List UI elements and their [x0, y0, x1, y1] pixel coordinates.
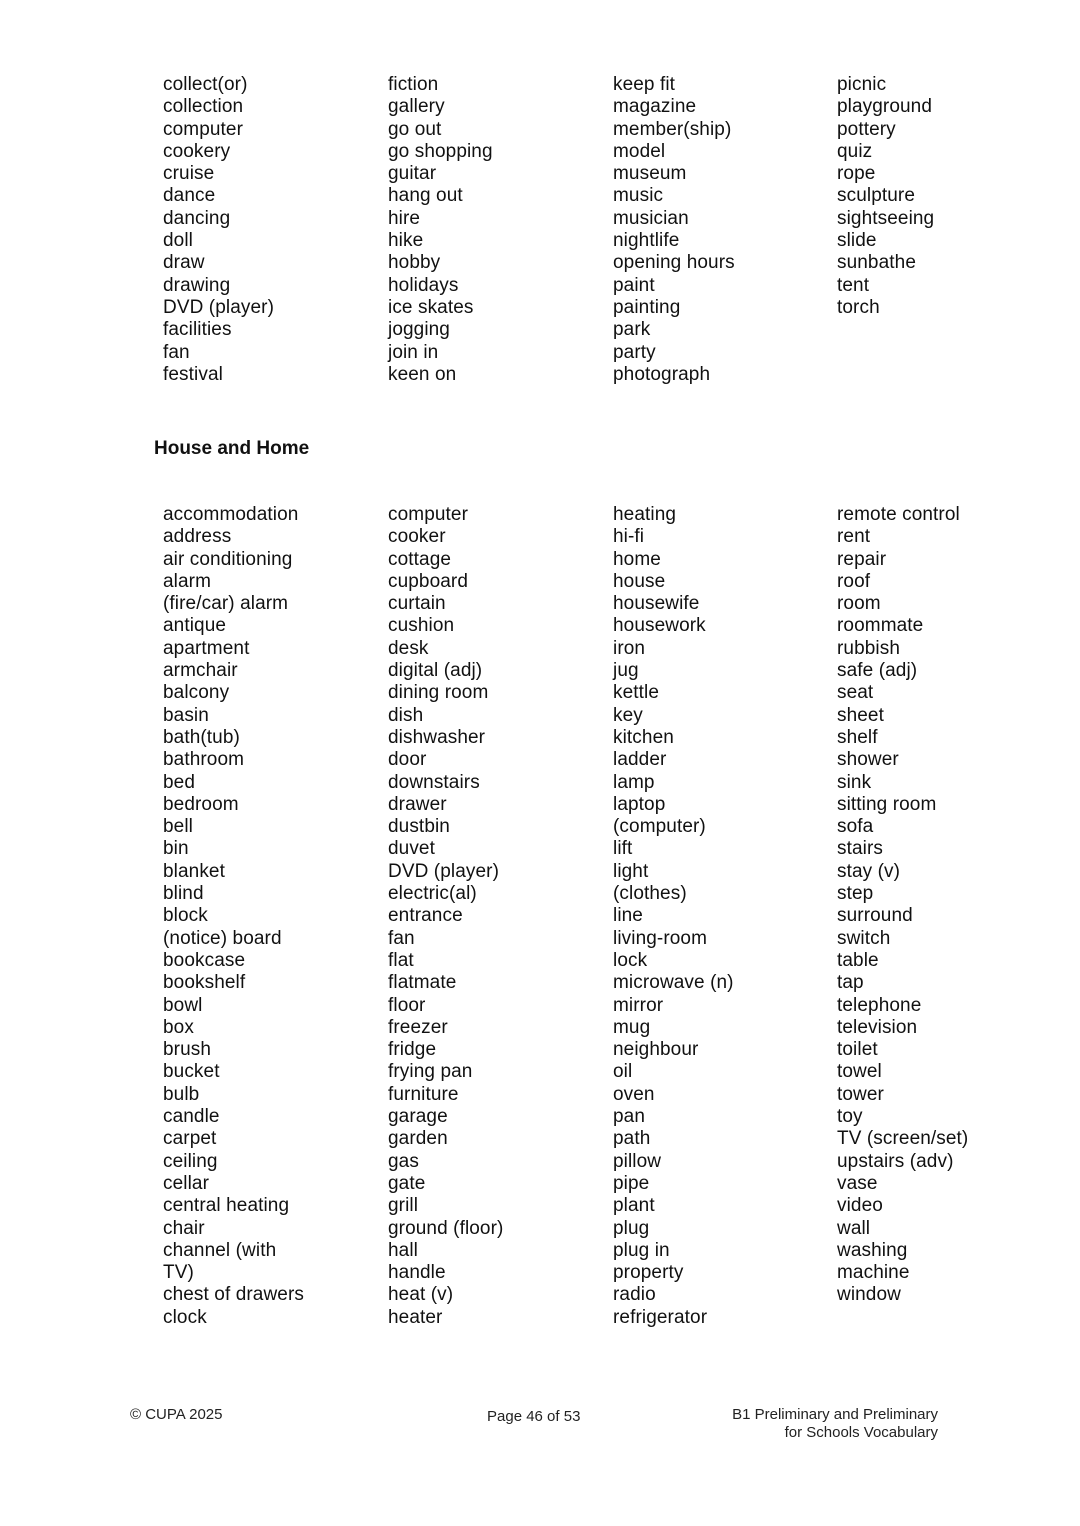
vocabulary-word: heater	[388, 1306, 443, 1328]
vocabulary-word: housewife	[613, 593, 700, 615]
vocabulary-word: cupboard	[388, 570, 469, 592]
word-column	[388, 74, 493, 386]
vocabulary-word: roof	[837, 570, 871, 592]
vocabulary-word: window	[837, 1284, 901, 1306]
vocabulary-word: ceiling	[163, 1150, 218, 1172]
vocabulary-word: radio	[613, 1284, 656, 1306]
vocabulary-word: machine	[837, 1262, 910, 1284]
vocabulary-word: laptop	[613, 793, 666, 815]
vocabulary-word: step	[837, 883, 874, 905]
vocabulary-word: plug in	[613, 1239, 670, 1261]
word-column	[613, 504, 734, 1329]
vocabulary-word: sofa	[837, 816, 874, 838]
vocabulary-word: hi-fi	[613, 526, 645, 548]
vocabulary-word: rent	[837, 526, 871, 548]
vocabulary-word: dining room	[388, 682, 489, 704]
vocabulary-word: central heating	[163, 1195, 290, 1217]
vocabulary-word: blanket	[163, 860, 225, 882]
vocabulary-word: towel	[837, 1061, 882, 1083]
vocabulary-word: hall	[388, 1239, 418, 1261]
vocabulary-word: cookery	[163, 140, 231, 162]
vocabulary-word: computer	[163, 118, 244, 140]
vocabulary-word: path	[613, 1128, 651, 1150]
word-column	[837, 74, 934, 319]
vocabulary-word: oil	[613, 1061, 633, 1083]
vocabulary-word: pan	[613, 1106, 646, 1128]
vocabulary-word: safe (adj)	[837, 660, 918, 682]
vocabulary-word: go out	[388, 118, 442, 140]
vocabulary-word: dish	[388, 704, 424, 726]
vocabulary-word: (computer)	[613, 816, 706, 838]
vocabulary-word: bedroom	[163, 793, 239, 815]
vocabulary-word: wall	[837, 1217, 871, 1239]
vocabulary-word: downstairs	[388, 771, 480, 793]
vocabulary-word: rubbish	[837, 637, 901, 659]
vocabulary-word: magazine	[613, 96, 697, 118]
vocabulary-word: toy	[837, 1106, 863, 1128]
vocabulary-word: torch	[837, 296, 880, 318]
vocabulary-word: box	[163, 1016, 194, 1038]
vocabulary-word: blind	[163, 883, 204, 905]
vocabulary-word: ladder	[613, 749, 667, 771]
vocabulary-word: oven	[613, 1083, 655, 1105]
vocabulary-word: kettle	[613, 682, 660, 704]
vocabulary-word: museum	[613, 163, 687, 185]
vocabulary-word: gate	[388, 1172, 426, 1194]
vocabulary-word: seat	[837, 682, 874, 704]
vocabulary-word: bin	[163, 838, 189, 860]
vocabulary-word: keen on	[388, 363, 457, 385]
vocabulary-word: duvet	[388, 838, 435, 860]
vocabulary-word: telephone	[837, 994, 922, 1016]
vocabulary-word: tap	[837, 972, 864, 994]
vocabulary-word: doll	[163, 230, 193, 252]
vocabulary-word: shelf	[837, 726, 878, 748]
vocabulary-word: dishwasher	[388, 726, 486, 748]
vocabulary-word: join in	[388, 341, 439, 363]
vocabulary-word: bath(tub)	[163, 726, 240, 748]
vocabulary-word: freezer	[388, 1016, 448, 1038]
vocabulary-word: garage	[388, 1106, 448, 1128]
vocabulary-word: fan	[388, 927, 415, 949]
vocabulary-word: cottage	[388, 548, 452, 570]
vocabulary-word: electric(al)	[388, 883, 477, 905]
vocabulary-word: opening hours	[613, 252, 735, 274]
footer-page-number: Page 46 of 53	[487, 1408, 581, 1425]
vocabulary-word: house	[613, 570, 666, 592]
vocabulary-word: alarm	[163, 570, 212, 592]
vocabulary-word: armchair	[163, 660, 238, 682]
vocabulary-word: model	[613, 140, 666, 162]
vocabulary-word: hire	[388, 207, 421, 229]
vocabulary-word: holidays	[388, 274, 459, 296]
vocabulary-word: kitchen	[613, 726, 674, 748]
vocabulary-word: stay (v)	[837, 860, 901, 882]
vocabulary-word: dancing	[163, 207, 231, 229]
vocabulary-word: lift	[613, 838, 633, 860]
vocabulary-word: lock	[613, 949, 648, 971]
vocabulary-word: fiction	[388, 74, 439, 95]
vocabulary-word: upstairs (adv)	[837, 1150, 954, 1172]
vocabulary-word: tower	[837, 1083, 884, 1105]
vocabulary-word: entrance	[388, 905, 463, 927]
vocabulary-word: switch	[837, 927, 891, 949]
vocabulary-word: fridge	[388, 1039, 437, 1061]
vocabulary-word: living-room	[613, 927, 708, 949]
vocabulary-word: mug	[613, 1016, 651, 1038]
vocabulary-word: bookshelf	[163, 972, 246, 994]
vocabulary-word: neighbour	[613, 1039, 699, 1061]
vocabulary-word: toilet	[837, 1039, 878, 1061]
vocabulary-word: tent	[837, 274, 870, 296]
vocabulary-word: sunbathe	[837, 252, 916, 274]
vocabulary-word: sitting room	[837, 793, 937, 815]
vocabulary-word: photograph	[613, 363, 711, 385]
word-column	[163, 74, 274, 386]
vocabulary-word: cellar	[163, 1172, 210, 1194]
vocabulary-word: vase	[837, 1172, 878, 1194]
vocabulary-word: (clothes)	[613, 883, 687, 905]
vocabulary-word: bowl	[163, 994, 203, 1016]
vocabulary-word: cushion	[388, 615, 455, 637]
vocabulary-word: pipe	[613, 1172, 650, 1194]
vocabulary-word: frying pan	[388, 1061, 473, 1083]
vocabulary-word: picnic	[837, 74, 887, 95]
vocabulary-word: DVD (player)	[163, 296, 274, 318]
vocabulary-word: park	[613, 319, 651, 341]
vocabulary-word: draw	[163, 252, 205, 274]
vocabulary-word: cruise	[163, 163, 215, 185]
vocabulary-word: flat	[388, 949, 414, 971]
vocabulary-word: (notice) board	[163, 927, 282, 949]
vocabulary-word: accommodation	[163, 504, 299, 525]
section-heading: House and Home	[154, 438, 310, 459]
footer-copyright: © CUPA 2025	[130, 1406, 223, 1423]
vocabulary-word: iron	[613, 637, 646, 659]
vocabulary-word: (fire/car) alarm	[163, 593, 289, 615]
vocabulary-word: home	[613, 548, 661, 570]
vocabulary-word: sink	[837, 771, 872, 793]
vocabulary-word: festival	[163, 363, 223, 385]
vocabulary-word: TV)	[163, 1262, 194, 1284]
vocabulary-word: plug	[613, 1217, 650, 1239]
vocabulary-word: cooker	[388, 526, 446, 548]
vocabulary-word: pillow	[613, 1150, 662, 1172]
vocabulary-word: curtain	[388, 593, 446, 615]
vocabulary-word: drawing	[163, 274, 231, 296]
vocabulary-word: rope	[837, 163, 876, 185]
vocabulary-word: washing	[837, 1239, 908, 1261]
vocabulary-word: key	[613, 704, 643, 726]
footer-document-title	[700, 1406, 938, 1442]
word-column	[388, 504, 503, 1329]
vocabulary-word: ice skates	[388, 296, 474, 318]
vocabulary-word: sightseeing	[837, 207, 935, 229]
vocabulary-word: mirror	[613, 994, 664, 1016]
vocabulary-word: flatmate	[388, 972, 457, 994]
word-column	[837, 504, 968, 1307]
vocabulary-word: facilities	[163, 319, 232, 341]
vocabulary-word: dustbin	[388, 816, 450, 838]
vocabulary-word: jug	[613, 660, 639, 682]
vocabulary-word: fan	[163, 341, 190, 363]
vocabulary-word: floor	[388, 994, 426, 1016]
vocabulary-word: door	[388, 749, 427, 771]
vocabulary-word: property	[613, 1262, 684, 1284]
vocabulary-word: keep fit	[613, 74, 676, 95]
vocabulary-word: roommate	[837, 615, 924, 637]
vocabulary-word: line	[613, 905, 643, 927]
vocabulary-word: microwave (n)	[613, 972, 734, 994]
vocabulary-word: sculpture	[837, 185, 915, 207]
vocabulary-word: go shopping	[388, 140, 493, 162]
vocabulary-word: surround	[837, 905, 913, 927]
vocabulary-word: apartment	[163, 637, 250, 659]
vocabulary-word: computer	[388, 504, 469, 525]
vocabulary-word: sheet	[837, 704, 884, 726]
vocabulary-word: refrigerator	[613, 1306, 708, 1328]
vocabulary-word: bookcase	[163, 949, 246, 971]
vocabulary-word: painting	[613, 296, 681, 318]
vocabulary-word: remote control	[837, 504, 960, 525]
vocabulary-word: clock	[163, 1306, 207, 1328]
vocabulary-word: address	[163, 526, 232, 548]
vocabulary-word: drawer	[388, 793, 447, 815]
vocabulary-word: shower	[837, 749, 899, 771]
vocabulary-word: chair	[163, 1217, 205, 1239]
vocabulary-word: heating	[613, 504, 677, 525]
vocabulary-word: gallery	[388, 96, 445, 118]
vocabulary-word: bucket	[163, 1061, 220, 1083]
vocabulary-word: grill	[388, 1195, 419, 1217]
word-column	[163, 504, 304, 1329]
vocabulary-word: video	[837, 1195, 883, 1217]
vocabulary-word: furniture	[388, 1083, 459, 1105]
vocabulary-word: plant	[613, 1195, 655, 1217]
vocabulary-word: channel (with	[163, 1239, 277, 1261]
vocabulary-word: gas	[388, 1150, 419, 1172]
footer-title-line: for Schools Vocabulary	[784, 1424, 938, 1441]
vocabulary-word: desk	[388, 637, 429, 659]
footer-title-line: B1 Preliminary and Preliminary	[732, 1406, 938, 1423]
vocabulary-word: collection	[163, 96, 244, 118]
vocabulary-word: television	[837, 1016, 918, 1038]
vocabulary-word: chest of drawers	[163, 1284, 304, 1306]
vocabulary-word: handle	[388, 1262, 446, 1284]
vocabulary-word: room	[837, 593, 881, 615]
vocabulary-word: paint	[613, 274, 655, 296]
vocabulary-word: hike	[388, 230, 424, 252]
vocabulary-word: pottery	[837, 118, 896, 140]
vocabulary-word: hobby	[388, 252, 441, 274]
vocabulary-word: basin	[163, 704, 209, 726]
vocabulary-word: carpet	[163, 1128, 217, 1150]
vocabulary-word: garden	[388, 1128, 448, 1150]
vocabulary-word: music	[613, 185, 664, 207]
vocabulary-word: musician	[613, 207, 689, 229]
vocabulary-word: TV (screen/set)	[837, 1128, 969, 1150]
vocabulary-word: nightlife	[613, 230, 680, 252]
vocabulary-word: antique	[163, 615, 227, 637]
vocabulary-word: stairs	[837, 838, 883, 860]
vocabulary-word: air conditioning	[163, 548, 293, 570]
vocabulary-word: ground (floor)	[388, 1217, 504, 1239]
vocabulary-word: candle	[163, 1106, 220, 1128]
vocabulary-word: bed	[163, 771, 196, 793]
vocabulary-word: jogging	[388, 319, 450, 341]
vocabulary-word: playground	[837, 96, 933, 118]
vocabulary-word: heat (v)	[388, 1284, 454, 1306]
vocabulary-word: quiz	[837, 140, 873, 162]
vocabulary-word: bell	[163, 816, 193, 838]
vocabulary-word: bathroom	[163, 749, 245, 771]
vocabulary-word: hang out	[388, 185, 463, 207]
vocabulary-word: party	[613, 341, 656, 363]
vocabulary-word: light	[613, 860, 649, 882]
vocabulary-word: balcony	[163, 682, 230, 704]
vocabulary-word: brush	[163, 1039, 212, 1061]
vocabulary-word: lamp	[613, 771, 655, 793]
vocabulary-word: housework	[613, 615, 706, 637]
vocabulary-word: bulb	[163, 1083, 200, 1105]
vocabulary-word: slide	[837, 230, 877, 252]
vocabulary-word: repair	[837, 548, 887, 570]
word-column	[613, 74, 735, 386]
vocabulary-word: digital (adj)	[388, 660, 483, 682]
vocabulary-word: DVD (player)	[388, 860, 499, 882]
vocabulary-word: dance	[163, 185, 216, 207]
vocabulary-word: block	[163, 905, 208, 927]
vocabulary-word: table	[837, 949, 879, 971]
vocabulary-word: collect(or)	[163, 74, 248, 95]
vocabulary-word: guitar	[388, 163, 437, 185]
vocabulary-word: member(ship)	[613, 118, 732, 140]
